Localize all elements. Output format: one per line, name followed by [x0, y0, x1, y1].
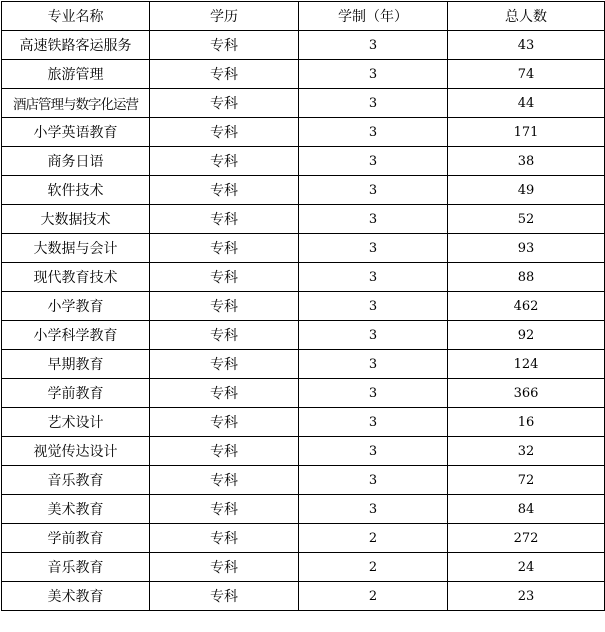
- cell-education-level: 专科: [150, 321, 299, 350]
- cell-total-students: 32: [448, 437, 605, 466]
- cell-education-level: 专科: [150, 466, 299, 495]
- cell-total-students: 171: [448, 118, 605, 147]
- cell-major-name: 大数据技术: [2, 205, 150, 234]
- cell-total-students: 52: [448, 205, 605, 234]
- cell-program-length: 2: [299, 582, 448, 611]
- table-row: [2, 495, 605, 524]
- cell-education-level: 专科: [150, 437, 299, 466]
- table-row: [2, 147, 605, 176]
- cell-major-name: 美术教育: [2, 495, 150, 524]
- cell-education-level: 专科: [150, 31, 299, 60]
- cell-program-length: 3: [299, 437, 448, 466]
- table-header: [2, 2, 605, 31]
- cell-major-name: 商务日语: [2, 147, 150, 176]
- header-total-students: 总人数: [448, 2, 605, 31]
- cell-education-level: 专科: [150, 118, 299, 147]
- cell-program-length: 3: [299, 176, 448, 205]
- cell-program-length: 3: [299, 205, 448, 234]
- cell-total-students: 462: [448, 292, 605, 321]
- cell-major-name: 酒店管理与数字化运营: [2, 89, 150, 118]
- cell-education-level: 专科: [150, 495, 299, 524]
- cell-major-name: 旅游管理: [2, 60, 150, 89]
- header-major-name: 专业名称: [2, 2, 150, 31]
- table-row: [2, 31, 605, 60]
- cell-major-name: 高速铁路客运服务: [2, 31, 150, 60]
- cell-education-level: 专科: [150, 350, 299, 379]
- cell-education-level: 专科: [150, 60, 299, 89]
- cell-total-students: 38: [448, 147, 605, 176]
- cell-major-name: 小学英语教育: [2, 118, 150, 147]
- header-row: [2, 2, 605, 31]
- cell-major-name: 大数据与会计: [2, 234, 150, 263]
- cell-program-length: 3: [299, 292, 448, 321]
- cell-total-students: 23: [448, 582, 605, 611]
- cell-education-level: 专科: [150, 524, 299, 553]
- cell-education-level: 专科: [150, 292, 299, 321]
- cell-major-name: 现代教育技术: [2, 263, 150, 292]
- cell-education-level: 专科: [150, 582, 299, 611]
- cell-program-length: 2: [299, 524, 448, 553]
- cell-total-students: 72: [448, 466, 605, 495]
- cell-program-length: 3: [299, 60, 448, 89]
- cell-education-level: 专科: [150, 263, 299, 292]
- cell-program-length: 3: [299, 31, 448, 60]
- cell-major-name: 学前教育: [2, 524, 150, 553]
- table-row: [2, 176, 605, 205]
- cell-program-length: 3: [299, 466, 448, 495]
- cell-total-students: 49: [448, 176, 605, 205]
- cell-major-name: 艺术设计: [2, 408, 150, 437]
- cell-total-students: 124: [448, 350, 605, 379]
- table-row: [2, 408, 605, 437]
- cell-program-length: 3: [299, 147, 448, 176]
- cell-program-length: 3: [299, 408, 448, 437]
- cell-program-length: 3: [299, 89, 448, 118]
- cell-program-length: 3: [299, 118, 448, 147]
- table-row: [2, 89, 605, 118]
- header-program-length: 学制（年）: [299, 2, 448, 31]
- majors-table: [1, 1, 605, 611]
- cell-education-level: 专科: [150, 553, 299, 582]
- cell-major-name: 软件技术: [2, 176, 150, 205]
- table-row: [2, 466, 605, 495]
- cell-major-name: 视觉传达设计: [2, 437, 150, 466]
- cell-major-name: 小学教育: [2, 292, 150, 321]
- cell-major-name: 学前教育: [2, 379, 150, 408]
- header-education-level: 学历: [150, 2, 299, 31]
- cell-program-length: 3: [299, 350, 448, 379]
- table-row: [2, 321, 605, 350]
- cell-education-level: 专科: [150, 89, 299, 118]
- cell-total-students: 272: [448, 524, 605, 553]
- cell-education-level: 专科: [150, 176, 299, 205]
- table-row: [2, 205, 605, 234]
- table-row: [2, 263, 605, 292]
- cell-total-students: 24: [448, 553, 605, 582]
- cell-total-students: 16: [448, 408, 605, 437]
- cell-total-students: 44: [448, 89, 605, 118]
- cell-program-length: 2: [299, 553, 448, 582]
- cell-total-students: 92: [448, 321, 605, 350]
- cell-program-length: 3: [299, 321, 448, 350]
- table-row: [2, 379, 605, 408]
- table-row: [2, 437, 605, 466]
- cell-education-level: 专科: [150, 147, 299, 176]
- table-row: [2, 60, 605, 89]
- cell-major-name: 早期教育: [2, 350, 150, 379]
- table-row: [2, 234, 605, 263]
- cell-program-length: 3: [299, 495, 448, 524]
- cell-major-name: 音乐教育: [2, 466, 150, 495]
- cell-total-students: 84: [448, 495, 605, 524]
- cell-major-name: 美术教育: [2, 582, 150, 611]
- cell-total-students: 74: [448, 60, 605, 89]
- cell-education-level: 专科: [150, 379, 299, 408]
- table-row: [2, 118, 605, 147]
- table-row: [2, 553, 605, 582]
- cell-program-length: 3: [299, 234, 448, 263]
- cell-program-length: 3: [299, 379, 448, 408]
- table-row: [2, 582, 605, 611]
- table-body: [2, 31, 605, 611]
- table-row: [2, 524, 605, 553]
- cell-total-students: 366: [448, 379, 605, 408]
- table-row: [2, 292, 605, 321]
- cell-total-students: 93: [448, 234, 605, 263]
- cell-total-students: 43: [448, 31, 605, 60]
- table-row: [2, 350, 605, 379]
- cell-major-name: 音乐教育: [2, 553, 150, 582]
- cell-education-level: 专科: [150, 205, 299, 234]
- cell-major-name: 小学科学教育: [2, 321, 150, 350]
- cell-total-students: 88: [448, 263, 605, 292]
- cell-program-length: 3: [299, 263, 448, 292]
- cell-education-level: 专科: [150, 408, 299, 437]
- cell-education-level: 专科: [150, 234, 299, 263]
